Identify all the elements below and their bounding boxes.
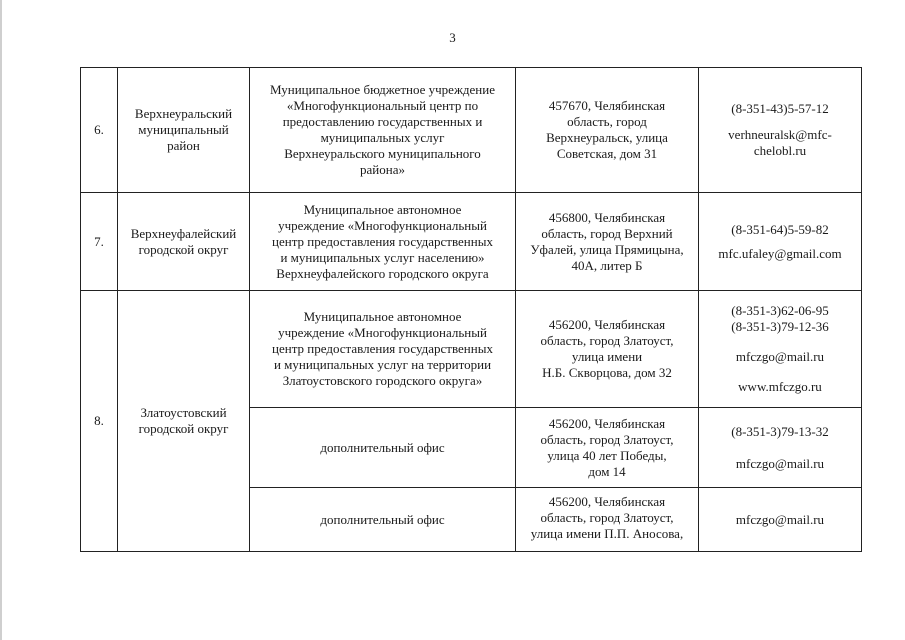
email-address: mfczgo@mail.ru: [735, 511, 825, 527]
district-name: Верхнеуфалейский городской округ: [130, 225, 237, 257]
district-name: Верхнеуральский муниципальный район: [134, 106, 233, 153]
district-cell: [118, 291, 250, 552]
address-cell: [516, 291, 699, 408]
row-number: 7.: [94, 233, 104, 249]
mfc-registry-table: [80, 67, 862, 552]
contacts-cell: [699, 488, 862, 552]
contacts-cell: [699, 68, 862, 193]
organization-cell: [250, 488, 516, 552]
table-row-7: [81, 193, 862, 291]
address-cell: [516, 68, 699, 193]
phone-number: (8-351-3)79-13-32: [731, 423, 829, 439]
phone-number: (8-351-43)5-57-12: [731, 101, 829, 116]
phone-number: (8-351-64)5-59-82: [731, 221, 829, 237]
contacts-cell: [699, 291, 862, 408]
address-text: 456800, Челябинская область, город Верхний Уфалей, улица Прямицына, 40А, литер Б: [530, 209, 684, 273]
district-cell: [118, 193, 250, 291]
organization-name: дополнительный офис: [320, 439, 445, 455]
row-number-cell: [81, 291, 118, 552]
page-edge: [0, 0, 2, 640]
district-cell: [118, 68, 250, 193]
organization-name: Муниципальное автономное учреждение «Многофункциональный центр предоставления государственных и муниципальных услуг населению» Верхнеуфалейского городского округа: [272, 201, 493, 281]
table-row-6: [81, 68, 862, 193]
address-text: 456200, Челябинская область, город Златоуст, улица имени П.П. Аносова,: [530, 494, 684, 541]
address-cell: [516, 488, 699, 552]
organization-cell: [250, 68, 516, 193]
phone-numbers: (8-351-3)62-06-95 (8-351-3)79-12-36: [731, 303, 829, 334]
row-number: 6.: [94, 122, 104, 137]
district-name: Златоустовский городской округ: [138, 405, 229, 436]
email-address: mfczgo@mail.ru: [735, 349, 825, 364]
email-address: mfc.ufaley@gmail.com: [718, 245, 842, 261]
organization-name: Муниципальное автономное учреждение «Многофункциональный центр предоставления государственных и муниципальных услуг на территории Златоустовского городского округа»: [272, 309, 493, 388]
address-cell: [516, 408, 699, 488]
row-number-cell: [81, 193, 118, 291]
contacts-cell: [699, 408, 862, 488]
organization-cell: [250, 291, 516, 408]
email-address: mfczgo@mail.ru: [735, 455, 825, 471]
contacts-cell: [699, 193, 862, 291]
address-text: 456200, Челябинская область, город Златоуст, улица имени Н.Б. Скворцова, дом 32: [540, 317, 674, 380]
row-number: 8.: [94, 413, 104, 428]
organization-cell: [250, 193, 516, 291]
page-number: 3: [449, 30, 456, 45]
address-cell: [516, 193, 699, 291]
row-number-cell: [81, 68, 118, 193]
organization-cell: [250, 408, 516, 488]
organization-name: дополнительный офис: [320, 511, 445, 527]
organization-name: Муниципальное бюджетное учреждение «Многофункциональный центр по предоставлению государственных и муниципальных услуг Верхнеуральского муниципального района»: [270, 82, 495, 177]
website-link[interactable]: www.mfczgo.ru: [738, 379, 822, 394]
address-text: 456200, Челябинская область, город Златоуст, улица 40 лет Победы, дом 14: [540, 415, 674, 479]
table-row-8-main-office: [81, 291, 862, 408]
email-address: verhneuralsk@mfc- chelobl.ru: [728, 127, 832, 158]
address-text: 457670, Челябинская область, город Верхнеуральск, улица Советская, дом 31: [546, 98, 668, 161]
